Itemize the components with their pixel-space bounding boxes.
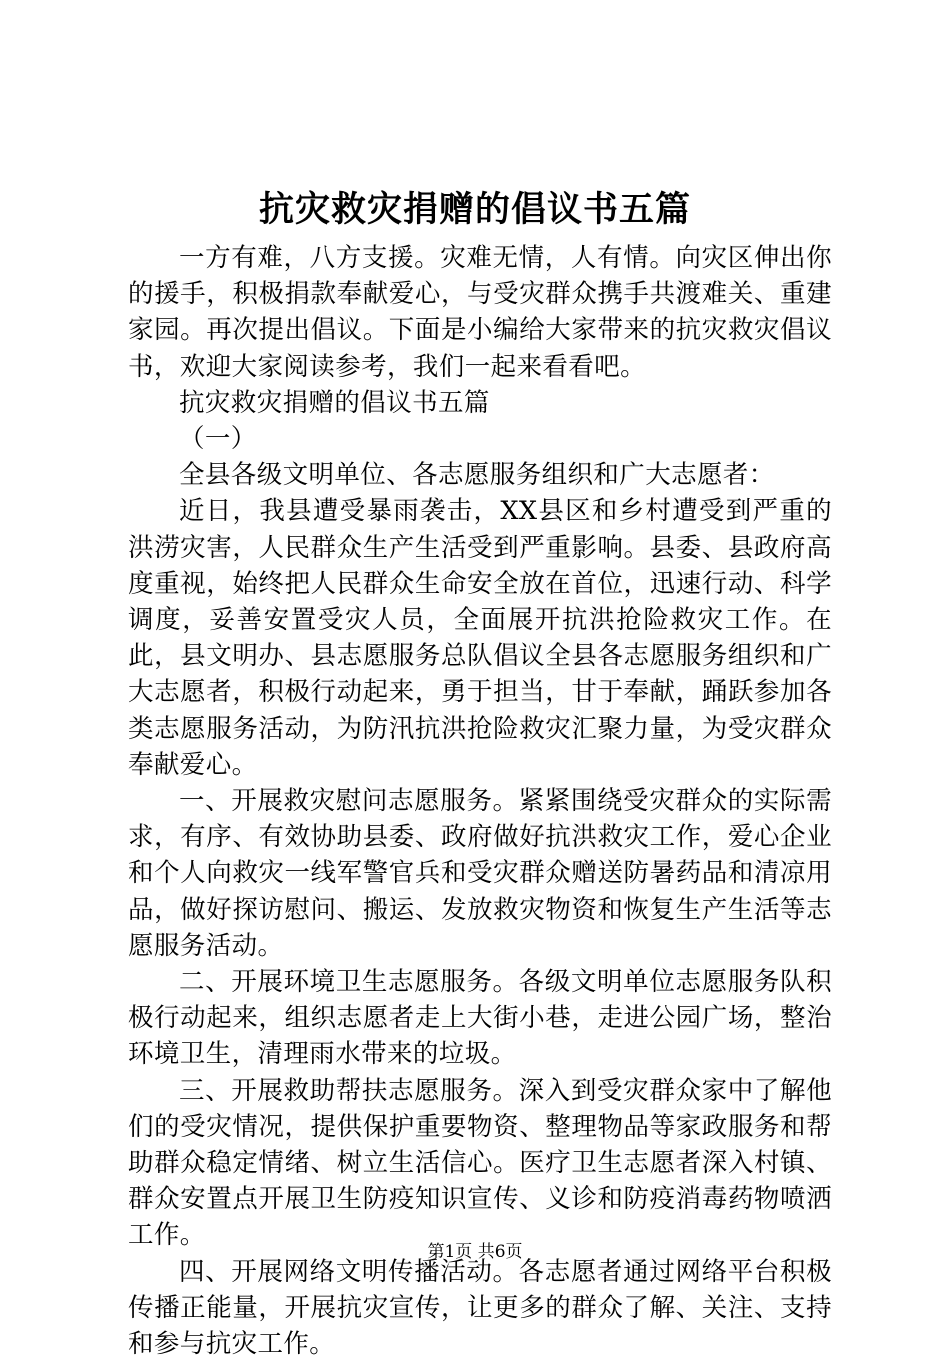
section-heading: 抗灾救灾捐赠的倡议书五篇 (179, 387, 490, 418)
item-paragraph-4: 四、开展网络文明传播活动。各志愿者通过网络平台积极传播正能量，开展抗灾宣传，让更多的群众了解、关注、支持和参与抗灾工作。 (128, 1256, 832, 1360)
item-paragraph-1: 一、开展救灾慰问志愿服务。紧紧围绕受灾群众的实际需求，有序、有效协助县委、政府做好抗洪救灾工作，爱心企业和个人向救灾一线军警官兵和受灾群众赠送防暑药品和清凉用品，做好探访慰问、搬运、发放救灾物资和恢复生产生活等志愿服务活动。 (128, 786, 832, 961)
item-paragraph-3: 三、开展救助帮扶志愿服务。深入到受灾群众家中了解他们的受灾情况，提供保护重要物资、整理物品等家政服务和帮助群众稳定情绪、树立生活信心。医疗卫生志愿者深入村镇、群众安置点开展卫生防疫知识宣传、义诊和防疫消毒药物喷洒工作。 (128, 1075, 832, 1251)
body-paragraph: 近日，我县遭受暴雨袭击，XX县区和乡村遭受到严重的洪涝灾害，人民群众生产生活受到严重影响。县委、县政府高度重视，始终把人民群众生命安全放在首位，迅速行动、科学调度，妥善安置受灾人员，全面展开抗洪抢险救灾工作。在此，县文明办、县志愿服务总队倡议全县各志愿服务组织和广大志愿者，积极行动起来，勇于担当，甘于奉献，踊跃参加各类志愿服务活动，为防汛抗洪抢险救灾汇聚力量，为受灾群众奉献爱心。 (128, 496, 832, 780)
page-footer: 第1页 共6页 (427, 1242, 523, 1262)
document-body (128, 240, 832, 1362)
intro-paragraph: 一方有难，八方支援。灾难无情，人有情。向灾区伸出你的援手，积极捐款奉献爱心，与受灾群众携手共渡难关、重建家园。再次提出倡议。下面是小编给大家带来的抗灾救灾倡议书，欢迎大家阅读参考，我们一起来看看吧。 (128, 243, 832, 382)
salutation: 全县各级文明单位、各志愿服务组织和广大志愿者： (179, 460, 775, 491)
section-number: （一） (179, 424, 257, 455)
document-title: 抗灾救灾捐赠的倡议书五篇 (258, 189, 691, 230)
item-paragraph-2: 二、开展环境卫生志愿服务。各级文明单位志愿服务队积极行动起来，组织志愿者走上大街小巷，走进公园广场，整治环境卫生，清理雨水带来的垃圾。 (128, 967, 832, 1070)
